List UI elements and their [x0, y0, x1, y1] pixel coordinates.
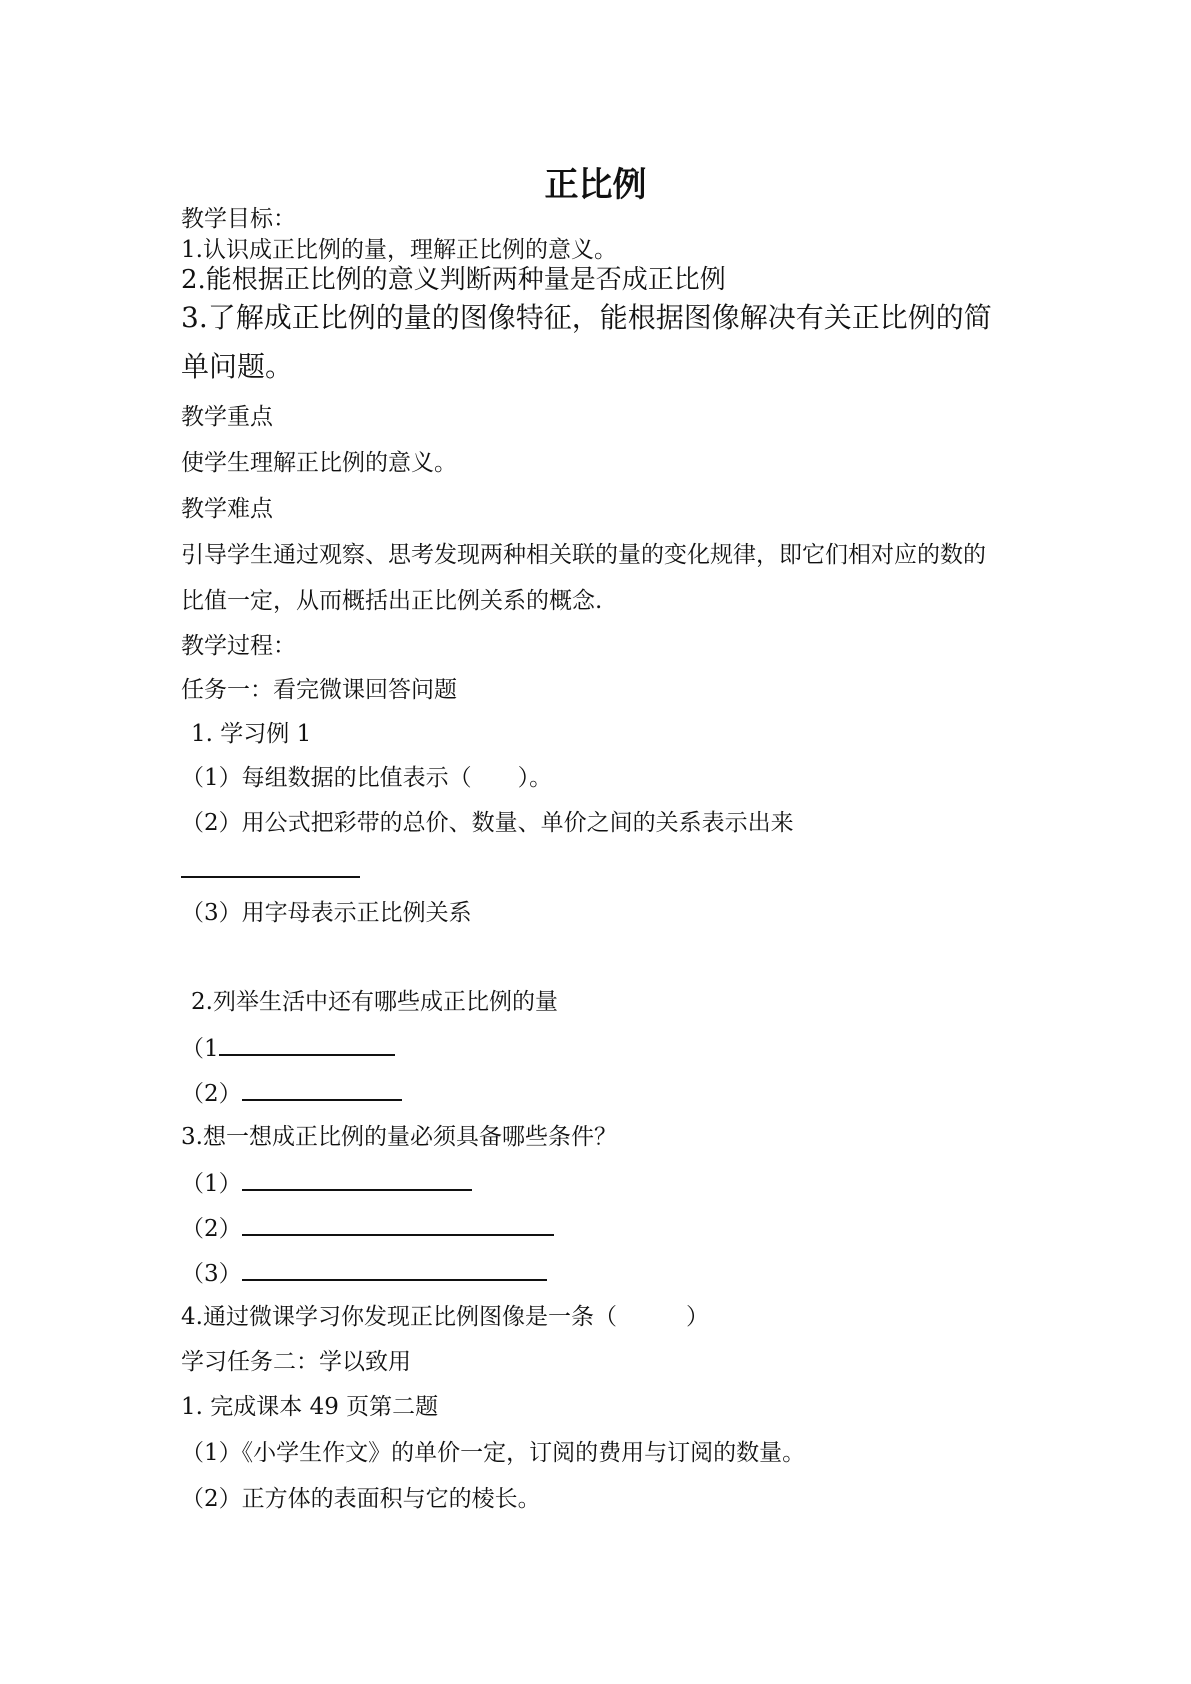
page-title: 正比例: [544, 165, 647, 205]
answer-blank-q2: [181, 876, 360, 878]
example-3-item-2: [181, 1212, 554, 1244]
answer-blank-ex3-3: [242, 1257, 547, 1281]
example-2-item-2-label: （2）: [181, 1081, 242, 1107]
difficulties-line-2: 比值一定，从而概括出正比例关系的概念.: [181, 588, 603, 614]
example-1: 1. 学习例 1: [191, 721, 312, 747]
key-points-heading: 教学重点: [181, 404, 273, 430]
example-2-item-1: [181, 1032, 395, 1064]
question-2: （2）用公式把彩带的总价、数量、单价之间的关系表示出来: [181, 810, 794, 836]
answer-blank-ex2-1: [219, 1032, 395, 1056]
example-2-item-2: [181, 1077, 402, 1109]
objective-1: 1.认识成正比例的量，理解正比例的意义。: [181, 237, 617, 263]
application-1-item-1: （1）《小学生作文》的单价一定，订阅的费用与订阅的数量。: [181, 1440, 806, 1466]
task-2-heading: 学习任务二：学以致用: [181, 1349, 411, 1375]
answer-blank-ex3-1: [242, 1167, 472, 1191]
example-3-item-1-label: （1）: [181, 1171, 242, 1197]
answer-blank-ex3-2: [242, 1212, 554, 1236]
example-2-item-1-label: （1: [181, 1036, 219, 1062]
example-2: 2.列举生活中还有哪些成正比例的量: [191, 989, 558, 1015]
objective-3-line-2: 单问题。: [181, 350, 294, 383]
question-3: （3）用字母表示正比例关系: [181, 900, 472, 926]
key-points-text: 使学生理解正比例的意义。: [181, 450, 457, 476]
objective-3-line-1: 3.了解成正比例的量的图像特征，能根据图像解决有关正比例的简: [181, 301, 992, 334]
task-1-heading: 任务一：看完微课回答问题: [181, 677, 457, 703]
difficulties-heading: 教学难点: [181, 496, 273, 522]
example-3-item-2-label: （2）: [181, 1216, 242, 1242]
question-1: （1）每组数据的比值表示（ ）。: [181, 765, 553, 791]
example-3-item-3: [181, 1257, 547, 1289]
example-3: 3.想一想成正比例的量必须具备哪些条件？: [181, 1124, 617, 1150]
objectives-heading: 教学目标：: [181, 206, 296, 232]
example-3-item-1: [181, 1167, 472, 1199]
example-4: 4.通过微课学习你发现正比例图像是一条（ ）: [181, 1304, 709, 1330]
application-1: 1. 完成课本 49 页第二题: [181, 1394, 439, 1420]
answer-blank-ex2-2: [242, 1077, 402, 1101]
difficulties-line-1: 引导学生通过观察、思考发现两种相关联的量的变化规律，即它们相对应的数的: [181, 542, 986, 568]
example-3-item-3-label: （3）: [181, 1261, 242, 1287]
objective-2: 2.能根据正比例的意义判断两种量是否成正比例: [181, 265, 726, 295]
application-1-item-2: （2）正方体的表面积与它的棱长。: [181, 1486, 541, 1512]
process-heading: 教学过程：: [181, 633, 296, 659]
